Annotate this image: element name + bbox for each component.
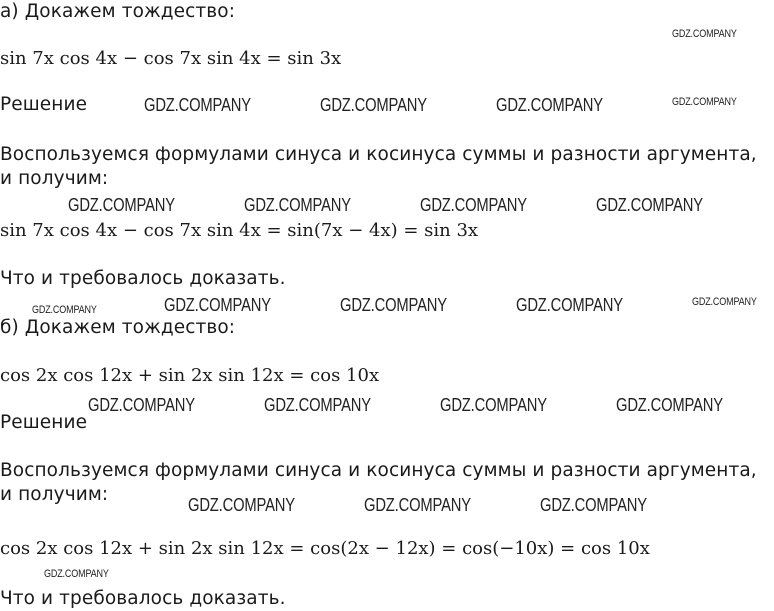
watermark: GDZ.COMPANY [420, 195, 527, 215]
part-b-heading: б) Докажем тождество: [0, 317, 236, 338]
watermark: GDZ.COMPANY [596, 195, 703, 215]
part-b-explanation: Воспользуемся формулами синуса и косинуса суммы и разности аргумента, и получим: [0, 460, 757, 505]
watermark: GDZ.COMPANY [672, 28, 737, 40]
part-a-statement: sin 7x cos 4x − cos 7x sin 4x = sin 3x [0, 48, 342, 69]
watermark: GDZ.COMPANY [496, 95, 603, 115]
watermark: GDZ.COMPANY [672, 96, 737, 108]
part-b-conclusion: Что и требовалось доказать. [0, 588, 286, 609]
watermark: GDZ.COMPANY [364, 495, 471, 515]
watermark: GDZ.COMPANY [320, 95, 427, 115]
watermark: GDZ.COMPANY [144, 95, 251, 115]
part-a-explanation: Воспользуемся формулами синуса и косинуса суммы и разности аргумента, и получим: [0, 144, 757, 189]
watermark: GDZ.COMPANY [32, 304, 97, 316]
watermark: GDZ.COMPANY [440, 395, 547, 415]
watermark: GDZ.COMPANY [340, 295, 447, 315]
part-b-statement: cos 2x cos 12x + sin 2x sin 12x = cos 10x [0, 365, 380, 386]
part-a-solution-label: Решение [0, 94, 88, 115]
part-a-conclusion: Что и требовалось доказать. [0, 268, 286, 289]
watermark: GDZ.COMPANY [264, 395, 371, 415]
watermark: GDZ.COMPANY [188, 495, 295, 515]
watermark: GDZ.COMPANY [516, 295, 623, 315]
part-b-solution-label: Решение [0, 412, 88, 433]
watermark: GDZ.COMPANY [68, 195, 175, 215]
watermark: GDZ.COMPANY [44, 568, 109, 580]
watermark: GDZ.COMPANY [164, 295, 271, 315]
watermark: GDZ.COMPANY [244, 195, 351, 215]
watermark: GDZ.COMPANY [692, 296, 757, 308]
part-a-derivation: sin 7x cos 4x − cos 7x sin 4x = sin(7x − 4x) = sin 3x [0, 220, 479, 241]
part-a-heading: а) Докажем тождество: [0, 1, 236, 22]
watermark: GDZ.COMPANY [88, 395, 195, 415]
watermark: GDZ.COMPANY [540, 495, 647, 515]
part-b-derivation: cos 2x cos 12x + sin 2x sin 12x = cos(2x − 12x) = cos(−10x) = cos 10x [0, 538, 650, 559]
watermark: GDZ.COMPANY [616, 395, 723, 415]
